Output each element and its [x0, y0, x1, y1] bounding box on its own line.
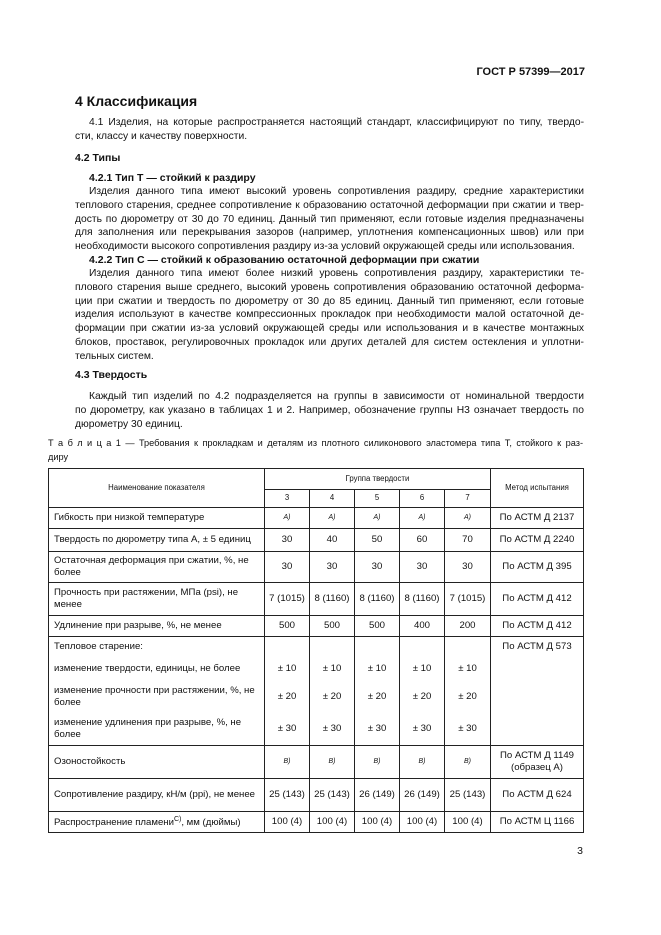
row-value: 100 (4)	[310, 812, 355, 833]
row-name: Твердость по дюрометру типа А, ± 5 единиц	[49, 529, 265, 552]
table-row	[49, 812, 584, 833]
text-line: ции при сжатии и твердость по дюрометру от 30 до 85 единиц. Данный тип применяют, если готовые	[75, 295, 584, 307]
row-value: ± 20	[355, 681, 400, 713]
text-line: Т а б л и ц а 1 — Требования к прокладкам и деталям из плотного силиконового эластомера типа Т, стойкого к раз-	[48, 438, 583, 448]
row-method: По АСТМ Ц 1166	[491, 812, 584, 833]
row-value: 200	[445, 616, 491, 637]
row-value: 8 (1160)	[400, 583, 445, 616]
row-value: ± 10	[445, 657, 491, 681]
row-value: 8 (1160)	[310, 583, 355, 616]
paragraph-4-2-1	[75, 185, 584, 254]
row-value: ± 20	[310, 681, 355, 713]
table-row	[49, 583, 584, 616]
row-value: ± 30	[400, 713, 445, 746]
row-value: 500	[310, 616, 355, 637]
row-name: Сопротивление раздиру, кН/м (ppi), не менее	[49, 779, 265, 812]
row-method: По АСТМ Д 1149 (образец А)	[491, 746, 584, 779]
requirements-table	[48, 468, 584, 833]
row-value: A)	[445, 508, 491, 529]
text-line: Изделия данного типа имеют более низкий уровень сопротивления раздиру, характеристики те-	[89, 268, 584, 279]
row-value: 100 (4)	[400, 812, 445, 833]
row-value	[265, 637, 310, 658]
row-name-part: , мм (дюймы)	[181, 817, 241, 829]
row-value: 100 (4)	[445, 812, 491, 833]
row-value: 40	[310, 529, 355, 552]
row-value	[355, 637, 400, 658]
text-line: сти, классу и качеству поверхности.	[75, 130, 248, 142]
row-value: 25 (143)	[265, 779, 310, 812]
text-line: изделия используют в качестве компрессионных прокладок при необходимости малой остаточной де-	[75, 309, 584, 321]
row-method: По АСТМ Д 412	[491, 583, 584, 616]
paragraph-4-3	[75, 390, 584, 431]
table-row	[49, 746, 584, 779]
group-header: 3	[265, 490, 310, 508]
text-line: дость по дюрометру от 30 до 70 единиц. Данный тип применяют, если готовые изделия предназначены	[75, 213, 584, 225]
row-method: По АСТМ Д 395	[491, 552, 584, 583]
text-line: формации при сжатии из-за условий окружающей среды или использования и в качестве монтажных	[75, 323, 584, 335]
row-value: 25 (143)	[445, 779, 491, 812]
row-method: По АСТМ Д 573	[491, 637, 584, 746]
row-value: ± 30	[310, 713, 355, 746]
row-value: B)	[400, 746, 445, 779]
row-value: 100 (4)	[355, 812, 400, 833]
row-value: A)	[355, 508, 400, 529]
group-header: 7	[445, 490, 491, 508]
text-line: диру	[48, 451, 69, 462]
row-value: A)	[400, 508, 445, 529]
row-name: Прочность при растяжении, МПа (psi), не менее	[49, 583, 265, 616]
row-value: 30	[310, 552, 355, 583]
text-line: Каждый тип изделий по 4.2 подразделяется на группы в зависимости от номинальной твердости	[89, 391, 584, 402]
row-value: ± 20	[445, 681, 491, 713]
group-header: 5	[355, 490, 400, 508]
row-value: 26 (149)	[355, 779, 400, 812]
column-header-group: Группа твердости	[265, 469, 491, 490]
row-method: По АСТМ Д 2137	[491, 508, 584, 529]
row-name: Тепловое старение:	[49, 637, 265, 658]
table-row	[49, 529, 584, 552]
row-value: A)	[265, 508, 310, 529]
row-value: 30	[265, 552, 310, 583]
footnote-mark: C)	[173, 816, 182, 824]
heading-4-2: 4.2 Типы	[75, 152, 121, 164]
row-name: Удлинение при разрыве, %, не менее	[49, 616, 265, 637]
row-value: 26 (149)	[400, 779, 445, 812]
text-line: блоков, проставок, регулировочных прокладок или других деталей для систем остекления и уплотни-	[75, 336, 584, 348]
row-value: ± 30	[355, 713, 400, 746]
text-line: плового старения выше среднего, высокий уровень сопротивления образованию остаточной деформа-	[75, 281, 584, 293]
row-name: изменение прочности при растяжении, %, не более	[49, 681, 265, 713]
row-value: 30	[265, 529, 310, 552]
row-name: изменение твердости, единицы, не более	[49, 657, 265, 681]
row-value	[310, 637, 355, 658]
section-title: 4 Классификация	[75, 93, 198, 109]
paragraph-4-1	[75, 116, 584, 144]
table-row	[49, 779, 584, 812]
text-line: дюрометру 30 единиц.	[75, 418, 183, 430]
row-value: ± 20	[400, 681, 445, 713]
row-value: 70	[445, 529, 491, 552]
row-value: ± 10	[310, 657, 355, 681]
row-name: Озоностойкость	[49, 746, 265, 779]
row-name: Остаточная деформация при сжатии, %, не более	[49, 552, 265, 583]
column-header-name: Наименование показателя	[49, 469, 265, 508]
row-value: ± 10	[400, 657, 445, 681]
row-value: ± 30	[445, 713, 491, 746]
text-line: необходимости высокого сопротивления раздиру из-за условий окружающей среды или использования.	[75, 241, 575, 253]
row-value: 500	[355, 616, 400, 637]
row-value: B)	[265, 746, 310, 779]
group-header: 6	[400, 490, 445, 508]
row-value: 30	[400, 552, 445, 583]
row-value: 25 (143)	[310, 779, 355, 812]
row-value	[400, 637, 445, 658]
row-value: ± 10	[265, 657, 310, 681]
text-line: Изделия данного типа имеют высокий уровень сопротивления раздиру, средние характеристики	[89, 186, 584, 197]
row-value: 60	[400, 529, 445, 552]
row-value: 400	[400, 616, 445, 637]
row-value: ± 20	[265, 681, 310, 713]
text-line: для заполнения или перекрывания зазоров (например, уплотнения компенсационных швов) или при	[75, 227, 584, 239]
table-row	[49, 616, 584, 637]
row-value: 30	[445, 552, 491, 583]
row-value: A)	[310, 508, 355, 529]
row-value: ± 30	[265, 713, 310, 746]
row-value: ± 10	[355, 657, 400, 681]
row-name-part: Распространение пламени	[54, 817, 174, 829]
paragraph-4-2-2	[75, 267, 584, 364]
table-row	[49, 552, 584, 583]
row-name	[49, 812, 265, 833]
row-value: 100 (4)	[265, 812, 310, 833]
row-value: B)	[355, 746, 400, 779]
row-name: Гибкость при низкой температуре	[49, 508, 265, 529]
standard-header: ГОСТ Р 57399—2017	[476, 66, 585, 78]
text-line: тельных систем.	[75, 350, 154, 362]
text-line: по дюрометру, как указано в таблицах 1 и 2. Например, обозначение группы Н3 означает твердость по	[75, 404, 584, 416]
page-number: 3	[577, 845, 583, 857]
text-line: 4.1 Изделия, на которые распространяется настоящий стандарт, классифицируют по типу, твердо-	[89, 117, 584, 128]
row-method: По АСТМ Д 2240	[491, 529, 584, 552]
heading-4-3: 4.3 Твердость	[75, 369, 148, 381]
table-row	[49, 637, 584, 658]
group-header: 4	[310, 490, 355, 508]
row-value: 50	[355, 529, 400, 552]
table-caption	[48, 437, 583, 465]
row-value: 8 (1160)	[355, 583, 400, 616]
heading-4-2-2: 4.2.2 Тип С — стойкий к образованию остаточной деформации при сжатии	[89, 254, 480, 266]
text-line: теплового старения, среднее сопротивление к образованию остаточной деформации при сжатии и твер-	[75, 199, 584, 211]
row-value: 7 (1015)	[265, 583, 310, 616]
heading-4-2-1: 4.2.1 Тип Т — стойкий к раздиру	[89, 172, 256, 184]
row-value: B)	[310, 746, 355, 779]
row-value	[445, 637, 491, 658]
row-value: 7 (1015)	[445, 583, 491, 616]
table-row	[49, 508, 584, 529]
column-header-method: Метод испытания	[491, 469, 584, 508]
row-value: 30	[355, 552, 400, 583]
row-method: По АСТМ Д 412	[491, 616, 584, 637]
row-value: B)	[445, 746, 491, 779]
row-name: изменение удлинения при разрыве, %, не более	[49, 713, 265, 746]
row-value: 500	[265, 616, 310, 637]
row-method: По АСТМ Д 624	[491, 779, 584, 812]
